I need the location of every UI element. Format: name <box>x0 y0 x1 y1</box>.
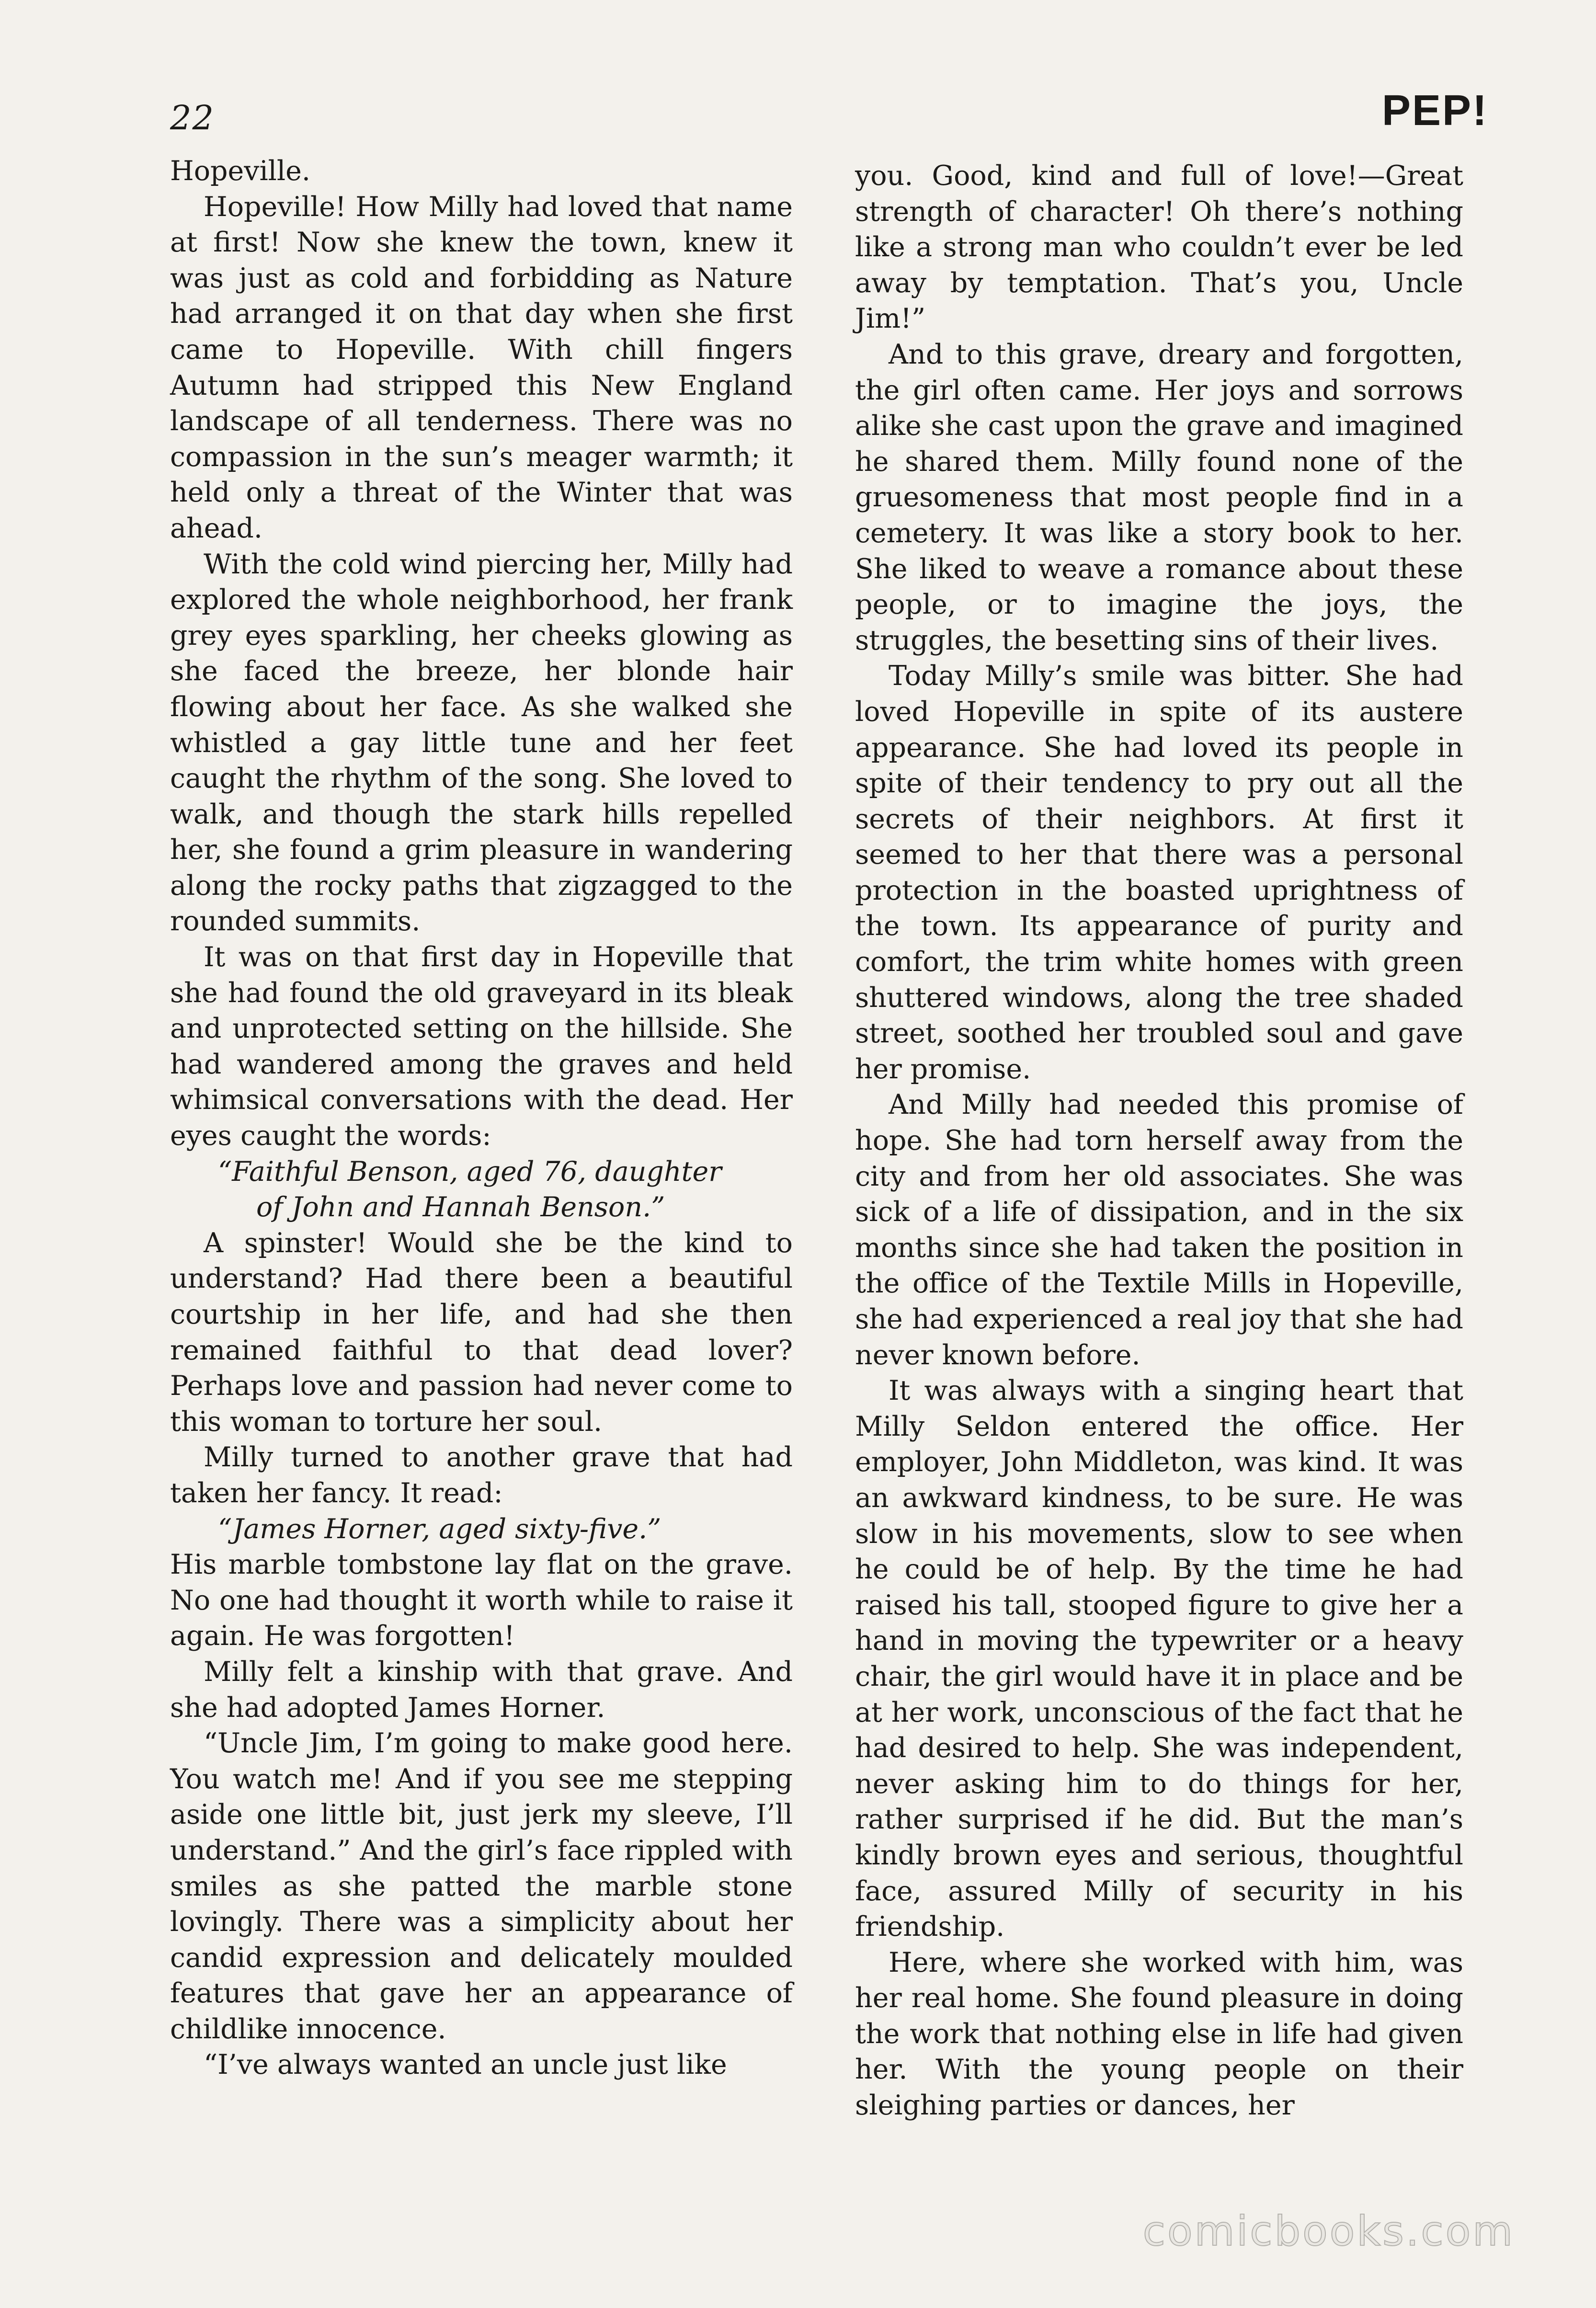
paragraph: It was always with a singing heart that Milly Seldon entered the office. Her employer, John Middleton, was kind. It was an awkward kindness, to be sure. He was slow in his movements, slow to see when he could be of help. By the time he had raised his tall, stooped figure to give her a hand in moving the typewriter or a heavy chair, the girl would have it in place and be at her work, unconscious of the fact that he had desired to help. She was independent, never asking him to do things for her, rather surprised if he did. But the man’s kindly brown eyes and serious, thoughtful face, assured Milly of security in his friendship. <box>855 1375 1463 1943</box>
page-number: 22 <box>170 98 215 137</box>
paragraph: Hopeville! How Milly had loved that name at first! Now she knew the town, knew it was just as cold and forbidding as Nature had arranged it on that day when she first came to Hopeville. With chill fingers Autumn had stripped this New England landscape of all tenderness. There was no compassion in the sun’s meager warmth; it held only a threat of the Winter that was ahead. <box>170 191 793 544</box>
paragraph: “Uncle Jim, I’m going to make good here. You watch me! And if you see me stepping aside one little bit, just jerk my sleeve, I’ll understand.” And the girl’s face rippled with smiles as she patted the marble stone lovingly. There was a simplicity about her candid expression and delicately moulded features that gave her an appearance of childlike innocence. <box>170 1727 793 2045</box>
site-watermark: comicbooks.com <box>1142 2207 1515 2255</box>
paragraph: you. Good, kind and full of love!—Great strength of character! Oh there’s nothing like a strong man who couldn’t ever be led away by temptation. That’s you, Uncle Jim!” <box>855 160 1463 335</box>
paragraph: “I’ve always wanted an uncle just like <box>204 2049 727 2081</box>
paragraph: It was on that first day in Hopeville that she had found the old graveyard in its bleak and unprotected setting on the hillside. She had wandered among the graves and held whimsical conversations with the dead. Her eyes caught the words: <box>170 941 793 1152</box>
paragraph: A spinster! Would she be the kind to understand? Had there been a beautiful courtship in her life, and had she then remained faithful to that dead lover? Perhaps love and passion had never come to this woman to torture her soul. <box>170 1227 793 1438</box>
epitaph-quote: “Faithful Benson, aged 76, daughter <box>218 1155 722 1188</box>
right-column <box>855 158 1463 2124</box>
paragraph: Here, where she worked with him, was her real home. She found pleasure in doing the work that nothing else in life had given her. With the young people on their sleighing parties or dances, her <box>855 1946 1463 2122</box>
paragraph: Milly turned to another grave that had taken her fancy. It read: <box>170 1441 793 1509</box>
paragraph: Hopeville. <box>170 155 310 187</box>
paragraph: Milly felt a kinship with that grave. And she had adopted James Horner. <box>170 1656 793 1724</box>
paragraph: Today Milly’s smile was bitter. She had loved Hopeville in spite of its austere appearance. She had loved its people in spite of their tendency to pry out all the secrets of their neighbors. At first it seemed to her that there was a personal protection in the boasted uprightness of the town. Its appearance of purity and comfort, the trim white homes with green shuttered windows, along the tree shaded street, soothed her troubled soul and gave her promise. <box>855 660 1463 1085</box>
epitaph-quote: “James Horner, aged sixty-five.” <box>218 1513 661 1545</box>
left-column <box>170 153 793 2083</box>
epitaph-quote: of John and Hannah Benson.” <box>256 1191 665 1223</box>
paragraph: And to this grave, dreary and forgotten, the girl often came. Her joys and sorrows alike she cast upon the grave and imagined he shared them. Milly found none of the gruesomeness that most people find in a cemetery. It was like a story book to her. She liked to weave a romance about these people, or to imagine the joys, the struggles, the besetting sins of their lives. <box>855 338 1463 656</box>
paragraph: And Milly had needed this promise of hope. She had torn herself away from the city and from her old associates. She was sick of a life of dissipation, and in the six months since she had taken the position in the office of the Textile Mills in Hopeville, she had experienced a real joy that she had never known before. <box>855 1089 1463 1371</box>
paragraph: His marble tombstone lay flat on the grave. No one had thought it worth while to raise it again. He was forgotten! <box>170 1549 793 1652</box>
magazine-title: PEP! <box>1381 87 1488 135</box>
paragraph: With the cold wind piercing her, Milly had explored the whole neighborhood, her frank grey eyes sparkling, her cheeks glowing as she faced the breeze, her blonde hair flowing about her face. As she walked she whistled a gay little tune and her feet caught the rhythm of the song. She loved to walk, and though the stark hills repelled her, she found a grim pleasure in wandering along the rocky paths that zigzagged to the rounded summits. <box>170 548 793 937</box>
